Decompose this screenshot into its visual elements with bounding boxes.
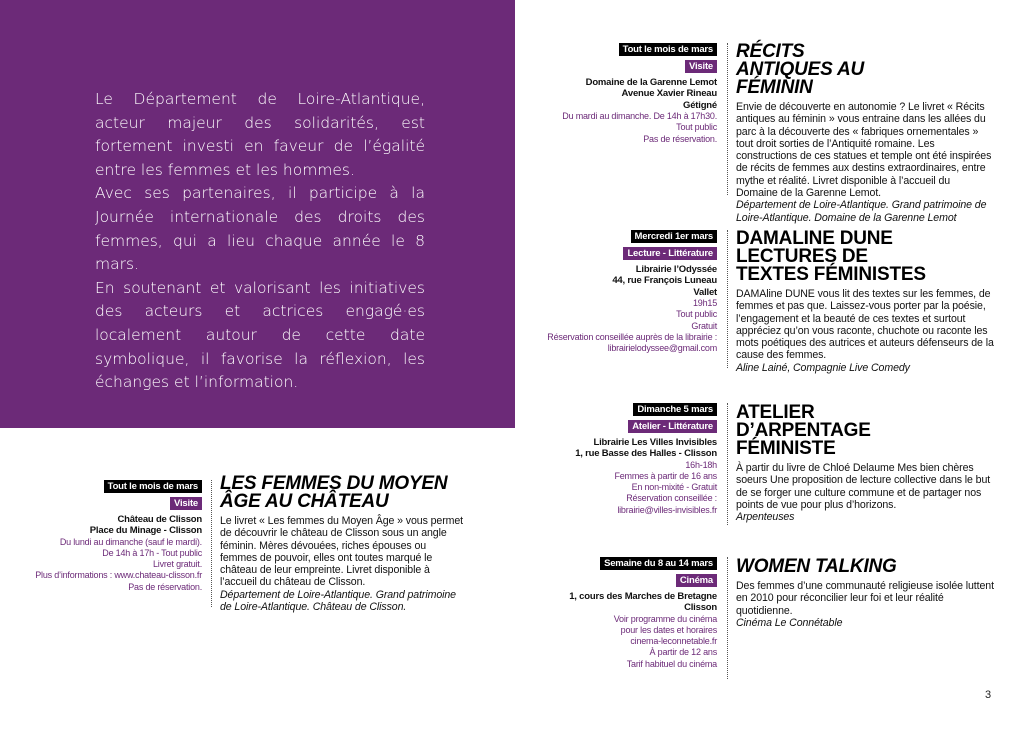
date-badge: Mercredi 1er mars (631, 230, 717, 243)
practical-info (560, 460, 717, 516)
type-badge: Atelier - Littérature (628, 420, 717, 433)
event-body (736, 404, 994, 523)
info-line: 19h15 (692, 298, 717, 309)
event-title: RÉCITS ANTIQUES AU FÉMININ (736, 41, 864, 98)
practical-info (540, 298, 717, 354)
date-badge: Semaine du 8 au 14 mars (600, 557, 717, 570)
info-line: Pas de réservation. (643, 133, 717, 144)
event-credit: Département de Loire-Atlantique. Grand patrimoine de Loire-Atlantique. Château de Clisson. (220, 588, 456, 614)
info-line: Femmes à partir de 16 ans (614, 471, 717, 482)
event-title: LES FEMMES DU MOYEN ÂGE AU CHÂTEAU (220, 473, 448, 512)
info-line: Voir programme du cinéma (613, 613, 717, 624)
info-line: Réservation conseillée auprès de la librairie : (547, 331, 717, 342)
event-credit: Arpenteuses (736, 511, 795, 524)
info-line: Livret gratuit. (152, 559, 202, 570)
info-line: Réservation conseillée : (626, 493, 717, 504)
intro-text (95, 88, 425, 395)
venue-line: Librairie Les Villes Invisibles (593, 437, 717, 448)
info-line: librairielodyssee@gmail.com (607, 343, 717, 354)
intro-paragraph: Avec ses partenaires, il participe à la Journée internationale des droits des femmes, qui a lieu chaque année le 8 mars. (95, 184, 425, 274)
info-line: Pas de réservation. (128, 581, 202, 592)
event-description: Des femmes d’une communauté religieuse isolée luttent en 2010 pour réconcilier leur foi et leur réalité quotidienne. (736, 580, 994, 617)
info-line: À partir de 12 ans (649, 647, 717, 658)
info-line: Plus d’informations : www.chateau-clisson.fr (35, 570, 202, 581)
venue (540, 264, 717, 298)
event-title: ATELIER D’ARPENTAGE FÉMINISTE (736, 402, 871, 459)
event-meta (540, 230, 717, 354)
event-meta (560, 43, 717, 145)
event-body (736, 558, 994, 629)
type-badge: Lecture - Littérature (623, 247, 717, 260)
venue (560, 591, 717, 614)
event-body (736, 43, 994, 224)
venue-line: Domaine de la Garenne Lemot (585, 77, 717, 88)
info-line: En non-mixité - Gratuit (631, 482, 717, 493)
venue-line: 1, cours des Marches de Bretagne (569, 591, 717, 602)
date-badge: Tout le mois de mars (104, 480, 202, 493)
event-body (220, 475, 465, 613)
info-line: Du lundi au dimanche (sauf le mardi). (59, 536, 202, 547)
page-number: 3 (985, 689, 992, 701)
info-line: Du mardi au dimanche. De 14h à 17h30. (562, 111, 717, 122)
type-badge: Visite (170, 497, 202, 510)
venue (35, 514, 202, 537)
venue-line: Gétigné (683, 99, 717, 111)
type-badge: Visite (685, 60, 717, 73)
event-credit: Aline Lainé, Compagnie Live Comedy (736, 361, 910, 374)
venue (560, 437, 717, 460)
info-line: Tout public (676, 309, 717, 320)
event-description: À partir du livre de Chloé Delaume Mes bien chères soeurs Une proposition de lecture collective dans le but de se forger une culture commune et de partager nos points de vue pour plus d’horizons. (736, 462, 991, 511)
venue-line: 44, rue François Luneau (612, 275, 717, 287)
intro-paragraph: En soutenant et valorisant les initiatives des acteurs et actrices engagé·es localement autour de cette date symbolique, il favorise la réflexion, les échanges et l’information. (95, 278, 425, 392)
type-badge: Cinéma (676, 574, 717, 587)
event-title: DAMALINE DUNE LECTURES DE TEXTES FÉMINISTES (736, 228, 926, 285)
event-description: DAMAline DUNE vous lit des textes sur les femmes, de femmes et pas que. Laissez-vous porter par la poésie, l’engagement et la beauté de ces textes et surtout appréciez qu’on vous raconte, chuchote ou raconte les mots poétiques des autrices et auteurs défenseurs de la cause des femmes. (736, 288, 994, 362)
info-line: cinema-leconnetable.fr (630, 636, 717, 647)
venue (560, 77, 717, 111)
venue-line: Château de Clisson (117, 514, 202, 525)
event-credit: Cinéma Le Connétable (736, 616, 843, 629)
practical-info (35, 537, 202, 593)
event-meta (560, 557, 717, 670)
divider (727, 557, 728, 679)
venue-line: Clisson (684, 602, 717, 614)
date-badge: Tout le mois de mars (619, 43, 717, 56)
venue-line: Avenue Xavier Rineau (621, 88, 717, 100)
divider (727, 230, 728, 368)
event-meta (560, 403, 717, 516)
info-line: De 14h à 17h - Tout public (102, 548, 202, 559)
event-credit: Département de Loire-Atlantique. Grand patrimoine de Loire-Atlantique. Domaine de la Garenne Lemot (736, 199, 987, 224)
divider (211, 480, 212, 607)
info-line: librairie@villes-invisibles.fr (617, 504, 717, 515)
info-line: 16h-18h (685, 459, 717, 470)
event-meta (35, 480, 202, 593)
event-body (736, 230, 994, 374)
intro-panel (0, 0, 515, 428)
divider (727, 403, 728, 525)
info-line: Tout public (676, 122, 717, 133)
date-badge: Dimanche 5 mars (633, 403, 717, 416)
event-description: Le livret « Les femmes du Moyen Âge » vous permet de découvrir le château de Clisson sous un angle féminin. Mères dévouées, riches épouses ou femmes de pouvoir, elles ont toutes marqué le château de leur empreinte. Livret disponible à l’accueil du château de Clisson. (220, 515, 463, 589)
event-title: WOMEN TALKING (736, 556, 897, 577)
info-line: pour les dates et horaires (620, 625, 717, 636)
intro-paragraph: Le Département de Loire-Atlantique, acteur majeur des solidarités, est fortement investi en faveur de l’égalité entre les femmes et les hommes. (95, 90, 425, 179)
info-line: Gratuit (691, 320, 717, 331)
info-line: Tarif habituel du cinéma (626, 658, 717, 669)
event-description: Envie de découverte en autonomie ? Le livret « Récits antiques au féminin » vous entraine dans les allées du parc à la découverte des « fabriques ornementales » tout droit sorties de l’Antiquité romaine. Les constructions de ces statues et temple ont été inspirées de récits de femmes aux destins extraordinaires, entre mythe et réalité. Livret disponible à l’accueil du Domaine de la Garenne Lemot. (736, 101, 992, 200)
divider (727, 43, 728, 195)
venue-line: Librairie l’Odyssée (635, 264, 717, 275)
venue-line: Vallet (693, 286, 717, 298)
venue-line: 1, rue Basse des Halles - Clisson (575, 448, 717, 460)
practical-info (560, 614, 717, 670)
venue-line: Place du Minage - Clisson (89, 525, 202, 537)
practical-info (560, 111, 717, 145)
